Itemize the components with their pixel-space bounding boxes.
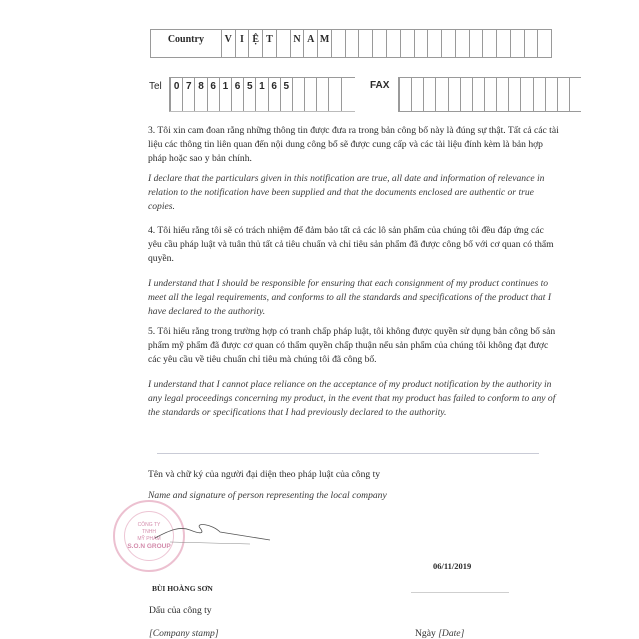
declaration-4-en: I understand that I should be responsible for ensuring that each consignment of my product continues to meet all the legal requirements, and conforms to all the standards and specifications of the product that I have declared to the authority. <box>148 278 552 317</box>
declaration-3-en: I declare that the particulars given in this notification are true, all date and information of relevance in relation to the notification have been supplied and that the documents enclosed are authentic or true copies. <box>148 173 545 212</box>
fax-cell <box>520 78 532 111</box>
fax-cell <box>557 78 569 111</box>
signer-name: BÙI HOÀNG SƠN <box>152 584 213 593</box>
fax-cell <box>448 78 460 111</box>
country-cell <box>400 30 414 57</box>
tel-cell <box>316 78 328 111</box>
country-cell <box>427 30 441 57</box>
declaration-5-en: I understand that I cannot place reliance on the acceptance of my product notification by the authority in any legal proceedings concerning my product, in the event that my product has failed to conform to any of the standards or specifications that I had previously declared to the authority. <box>148 379 556 418</box>
country-cell <box>276 30 290 57</box>
country-cell: Ệ <box>248 30 262 57</box>
country-cell <box>510 30 524 57</box>
country-cell: T <box>262 30 276 57</box>
country-cell <box>372 30 386 57</box>
country-cell: I <box>235 30 249 57</box>
tel-cell: 6 <box>207 78 219 111</box>
stamp-line: S.O.N GROUP <box>127 543 171 550</box>
fax-cell <box>411 78 423 111</box>
fax-cell <box>496 78 508 111</box>
fax-cell <box>508 78 520 111</box>
fax-cell <box>533 78 545 111</box>
stamp-line: TNHH <box>142 529 156 535</box>
fax-label: FAX <box>370 80 390 91</box>
country-label: Country <box>167 34 204 45</box>
country-cell <box>496 30 510 57</box>
country-cell <box>358 30 372 57</box>
country-cell <box>386 30 400 57</box>
tel-cell: 8 <box>194 78 206 111</box>
fax-cell <box>545 78 557 111</box>
tel-cell: 6 <box>268 78 280 111</box>
tel-cell <box>292 78 304 111</box>
stamp-line: CÔNG TY <box>137 522 161 528</box>
signature-scribble-icon <box>150 520 280 550</box>
country-cell <box>441 30 455 57</box>
country-cell <box>469 30 483 57</box>
country-cell <box>414 30 428 57</box>
declaration-5-vi: 5. Tôi hiểu rằng trong trường hợp có tranh chấp pháp luật, tôi không được quyền sử dụng bản công bố sản phẩm mỹ phẩm đã được cơ quan có thẩm quyền chấp thuận nếu sản phẩm của chúng tôi không đạt được các yêu cầu về tiêu chuẩn chỉ tiêu mà chúng tôi đã công bố. <box>148 326 556 365</box>
tel-cell: 0 <box>170 78 182 111</box>
country-cell <box>524 30 538 57</box>
fax-cell <box>435 78 447 111</box>
date-value: 06/11/2019 <box>433 561 472 571</box>
fax-cell <box>423 78 435 111</box>
country-cell: N <box>290 30 304 57</box>
country-grid <box>150 29 552 58</box>
tel-cell: 5 <box>243 78 255 111</box>
declaration-3-vi: 3. Tôi xin cam đoan rằng những thông tin được đưa ra trong bản công bố này là đúng sự thật. Tất cả các tài liệu các thông tin liên quan đến nội dung công bố sẽ được cung cấp và các tài liệu đính kèm là bản hợp pháp hoặc sao y bản chính. <box>148 125 559 164</box>
fax-cell <box>460 78 472 111</box>
tel-cell: 5 <box>280 78 292 111</box>
stamp-line: MỸ PHẨM <box>137 536 161 542</box>
tel-cell: 1 <box>219 78 231 111</box>
date-label <box>415 628 464 639</box>
tel-cell <box>304 78 316 111</box>
date-line <box>411 592 509 593</box>
date-label-vi: Ngày <box>415 628 436 639</box>
tel-cell: 1 <box>255 78 267 111</box>
country-cell: A <box>303 30 317 57</box>
signature-label-en: Name and signature of person representing the local company <box>148 490 387 501</box>
tel-label: Tel <box>149 81 162 92</box>
country-cell <box>537 30 551 57</box>
stamp-label-en: [Company stamp] <box>149 628 219 639</box>
fax-cell <box>569 78 581 111</box>
fax-cell <box>484 78 496 111</box>
stamp-label-vi: Dấu của công ty <box>149 605 212 616</box>
divider-line <box>157 453 539 454</box>
tel-cell: 7 <box>182 78 194 111</box>
country-cell: V <box>221 30 235 57</box>
fax-cell <box>472 78 484 111</box>
country-cell <box>482 30 496 57</box>
tel-cell <box>341 78 353 111</box>
signature-label-vi: Tên và chữ ký của người đại diện theo pháp luật của công ty <box>148 469 381 480</box>
declaration-4-vi: 4. Tôi hiểu rằng tôi sẽ có trách nhiệm để đảm bảo tất cả các lô sản phẩm của chúng tôi đều đáp ứng các yêu cầu pháp luật và tuân thủ tất cả tiêu chuẩn và chỉ tiêu sản phẩm đã được công bố với cơ quan có thẩm quyền. <box>148 225 554 264</box>
country-cell <box>345 30 359 57</box>
country-cell <box>331 30 345 57</box>
tel-cell <box>328 78 340 111</box>
date-label-en: [Date] <box>438 628 465 639</box>
tel-cell: 6 <box>231 78 243 111</box>
fax-grid <box>398 77 581 112</box>
tel-grid <box>169 77 355 112</box>
country-cell: M <box>317 30 331 57</box>
fax-cell <box>399 78 411 111</box>
country-cell <box>455 30 469 57</box>
